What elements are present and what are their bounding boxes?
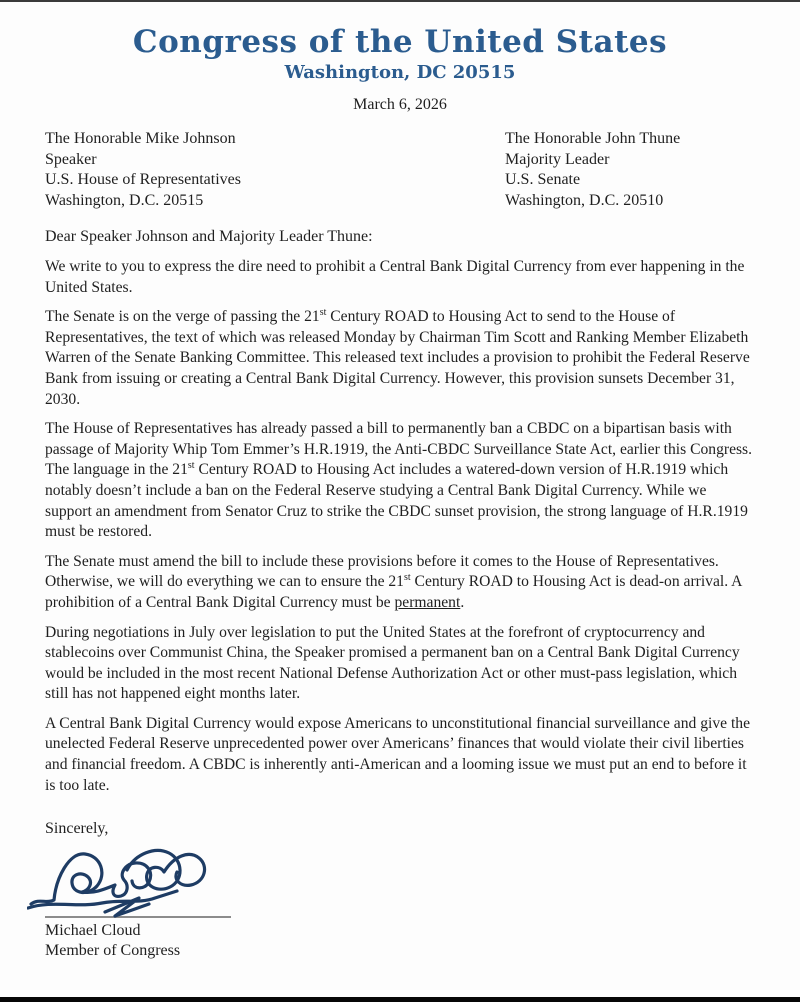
recipient-address-right (505, 129, 755, 211)
signer-title: Member of Congress (45, 942, 181, 960)
letter-paragraph: The Senate is on the verge of passing the 21st Century ROAD to Housing Act to send to the House of Representatives, the text of which was released Monday by Chairman Tim Scott and Ranking Member Elizabeth Warren of the Senate Banking Committee. This released text includes a provision to prohibit the Federal Reserve Bank from issuing or creating a Central Bank Digital Currency. However, this provision sunsets December 31, 2030. (45, 307, 750, 408)
closing: Sincerely, (45, 820, 109, 838)
address-line: U.S. House of Representatives (45, 171, 241, 188)
letter-content (0, 24, 800, 960)
scan-bottom-edge (0, 997, 800, 1002)
salutation: Dear Speaker Johnson and Majority Leader Thune: (45, 228, 373, 245)
letter-paragraph: The House of Representatives has already passed a bill to permanently ban a CBDC on a bipartisan basis with passage of Majority Whip Tom Emmer’s H.R.1919, the Anti-CBDC Surveillance State Act, earlier this Congress. The language in the 21st Century ROAD to Housing Act includes a watered-down version of H.R.1919 which notably doesn’t include a ban on the Federal Reserve studying a Central Bank Digital Currency. While we support an amendment from Senator Cruz to strike the CBDC sunset provision, the strong language of H.R.1919 must be restored. (45, 420, 753, 541)
address-line: U.S. Senate (505, 171, 581, 188)
signature-block (45, 838, 755, 960)
address-line: Majority Leader (505, 150, 610, 168)
signer-name: Michael Cloud (45, 922, 141, 940)
letter-paragraph: We write to you to express the dire need to prohibit a Central Bank Digital Currency from ever happening in the United States. (45, 258, 745, 296)
signature-line (45, 916, 231, 918)
address-line: Washington, D.C. 20515 (45, 191, 204, 209)
recipients (45, 129, 755, 211)
recipient-address-left (45, 129, 241, 211)
address-line: Washington, D.C. 20510 (505, 191, 664, 209)
letterhead (45, 24, 755, 83)
letter-date: March 6, 2026 (353, 96, 447, 113)
address-line: Speaker (45, 150, 97, 168)
address-line: The Honorable John Thune (505, 130, 681, 147)
letterhead-subtitle: Washington, DC 20515 (284, 62, 516, 83)
letter-paragraph: A Central Bank Digital Currency would expose Americans to unconstitutional financial surveillance and give the unelected Federal Reserve unprecedented power over Americans’ finances that would violate their civil liberties and financial freedom. A CBDC is inherently anti-American and a looming issue we must put an end to before it is too late. (45, 714, 750, 794)
letter-body (45, 257, 755, 796)
letter-paragraph: During negotiations in July over legislation to put the United States at the forefront of cryptocurrency and stablecoins over Communist China, the Speaker promised a permanent ban on a Central Bank Digital Currency would be included in the most recent National Defense Authorization Act or other must-pass legislation, which still has not happened eight months later. (45, 623, 740, 703)
letterhead-title: Congress of the United States (132, 24, 668, 60)
letter-paragraph: The Senate must amend the bill to include these provisions before it comes to the House of Representatives. Otherwise, we will do everything we can to ensure the 21st Century ROAD to Housing Act is dead-on arrival. A prohibition of a Central Bank Digital Currency must be permanent. (45, 552, 742, 611)
address-line: The Honorable Mike Johnson (45, 130, 236, 147)
